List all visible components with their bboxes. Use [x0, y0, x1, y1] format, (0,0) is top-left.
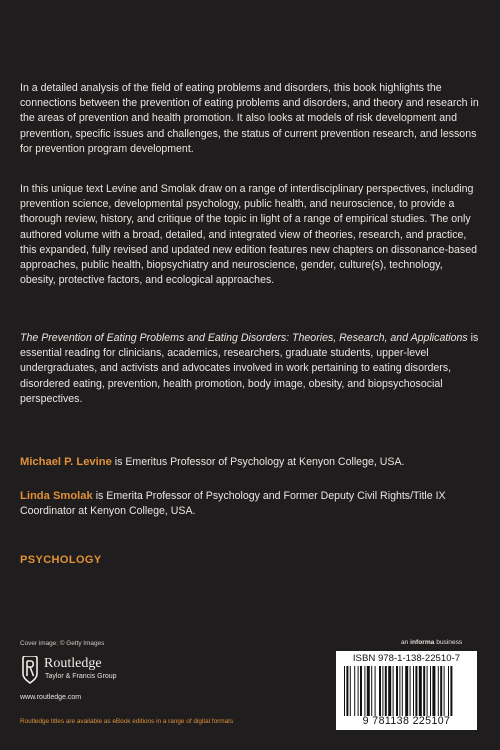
subject-category: PSYCHOLOGY [20, 554, 102, 566]
isbn-label: ISBN 978-1-138-22510-7 [352, 653, 461, 664]
author-bio-text-1: is Emeritus Professor of Psychology at Kenyon College, USA. [111, 456, 405, 468]
book-title-italic: The Prevention of Eating Problems and Eating Disorders: Theories, Research, and Applications [20, 332, 468, 344]
informa-brand: informa [410, 639, 435, 646]
publisher-name: Routledge [44, 656, 102, 671]
description-paragraph-1: In a detailed analysis of the field of eating problems and disorders, this book highlights the connections between the prevention of eating problems and disorders, and theory and research in the areas of prevention and health promotion. It also looks at models of risk development and prevention, specific issues and challenges, the status of current prevention research, and lessons for prevention program development. [20, 82, 479, 155]
informa-suffix: business [434, 639, 463, 646]
author-name-2: Linda Smolak [20, 490, 93, 502]
author-bio-1 [20, 455, 480, 470]
author-bio-text-2: is Emerita Professor of Psychology and Former Deputy Civil Rights/Title IX Coordinator at Kenyon College, USA. [20, 490, 446, 518]
publisher-group: Taylor & Francis Group [45, 673, 117, 680]
publisher-logo [20, 656, 170, 686]
cover-image-credit: Cover image: © Getty Images [20, 640, 105, 647]
informa-business-tag [401, 639, 462, 646]
description-paragraph-3-rest: is essential reading for clinicians, academics, researchers, graduate students, upper-level undergraduates, and activists and advocates involved in work pertaining to eating disorders, disordered eating, prevention, health promotion, body image, obesity, and biopsychosocial perspectives. [20, 332, 479, 405]
barcode-digits: 9 781138 225107 [362, 715, 451, 727]
ebook-availability-note: Routledge titles are available as eBook editions in a range of digital formats [20, 718, 234, 725]
author-bio-2 [20, 489, 480, 519]
publisher-url: www.routledge.com [20, 694, 82, 701]
routledge-r-icon [20, 656, 40, 684]
description-paragraph-3 [20, 331, 480, 407]
isbn-barcode-panel [336, 651, 477, 730]
description-paragraph-2: In this unique text Levine and Smolak draw on a range of interdisciplinary perspectives, including prevention science, developmental psychology, public health, and neuroscience, to provide a thorough review, history, and critique of the topic in light of a range of empirical studies. The only authored volume with a broad, detailed, and integrated view of theories, research, and practice, this expanded, fully revised and updated new edition features new chapters on dissonance-based approaches, public health, biopsychiatry and neuroscience, gender, culture(s), technology, obesity, protective factors, and ecological approaches. [20, 183, 478, 287]
informa-prefix: an [401, 639, 411, 646]
barcode-icon [342, 666, 471, 716]
author-name-1: Michael P. Levine [20, 456, 112, 468]
